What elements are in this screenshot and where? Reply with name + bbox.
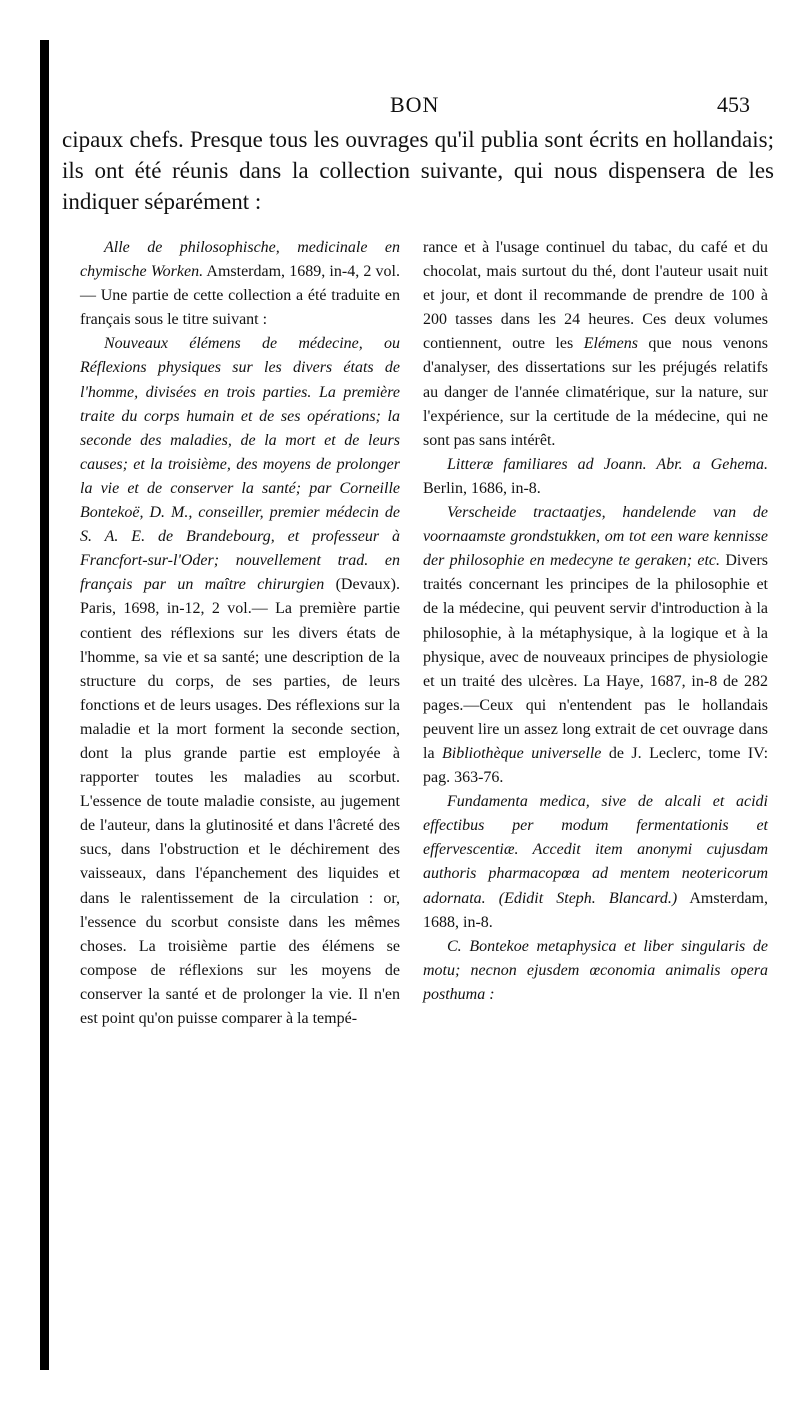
entry-text: de J. Leclerc, tome IV: pag. 363-76. [423,744,769,787]
bibliography-entry [423,790,768,935]
entry-text: rance et à l'usage continuel du tabac, du café et du chocolat, mais surtout du thé, dont l'auteur usait nuit et jour, et dont il recommande de prendre de 100 à 200 tasses dans les 24 heures. Ces deux volumes contiennent, outre les [423,239,768,353]
entry-title: C. Bontekoe metaphysica et liber singularis de motu; necnon ejusdem œconomia animalis opera posthuma : [423,937,768,1003]
intro-text: cipaux chefs. Presque tous les ouvrages qu'il publia sont écrits en hollandais; ils ont été réunis dans la collection suivante, qui nous dispensera de les indiquer séparément : [62,127,774,214]
bibliography-entry [80,236,400,332]
bibliography-entry [423,935,768,1007]
bibliography-entry [423,501,768,790]
entry-text: Amsterdam, 1689, in-4, 2 vol. — Une partie de cette collection a été traduite en français sous le titre suivant : [80,263,400,329]
running-title: BON [390,92,440,117]
page-number: 453 [717,92,750,117]
right-column [423,236,768,1007]
left-column [80,236,400,1031]
intro-paragraph [62,124,774,217]
entry-title: Nouveaux élémens de médecine, ou Réflexions physiques sur les divers états de l'homme, divisées en trois parties. La première traite du corps humain et de ses opérations; la seconde des maladies, de la mort et de leurs causes; et la troisième, des moyens de prolonger la vie et de conserver la santé; par Corneille Bontekoë, D. M., conseiller, premier médecin de S. A. E. de Brandebourg, et professeur à Francfort-sur-l'Oder; nouvellement trad. en français par un maître chirurgien [80,335,400,594]
entry-title: Elémens [583,335,638,353]
bibliography-entry [80,332,400,1031]
entry-title: Alle de philosophische, medicinale en chymische Worken. [80,239,400,281]
entry-title: Litteræ familiares ad Joann. Abr. a Gehema. [447,455,768,473]
entry-text: que nous venons d'analyser, des dissertations sur les préjugés relatifs au danger de l'année climatérique, sur la nature, sur l'expérience, sur la certitude de la médecine, qui ne sont pas sans intérêt. [423,335,769,449]
entry-text: Divers traités concernant les principes de la philosophie et de la médecine, qui peuvent servir d'introduction à la philosophie, à la métaphysique, à la logique et à la physique, avec de nouveaux principes de physiologie et un traité des ulcères. La Haye, 1687, in-8 de 282 pages.—Ceux qui n'entendent pas le hollandais peuvent lire un assez long extrait de cet ouvrage dans la [423,552,769,762]
bibliography-entry [423,453,768,501]
page-edge-binding [40,40,49,1370]
entry-text: Berlin, 1686, in-8. [423,479,541,497]
entry-title: Fundamenta medica, sive de alcali et acidi effectibus per modum fermentationis et effervescentiæ. Accedit item anonymi cujusdam authoris pharmacopœa ad mentem neotericorum adornata. (Edidit Steph. Blancard.) [423,793,768,907]
bibliography-entry [423,236,768,453]
entry-title: Verscheide tractaatjes, handelende van de voornaamste grondstukken, om tot een ware kennisse der philosophie en medecyne te geraken; etc. [423,504,768,570]
entry-text: (Devaux). Paris, 1698, in-12, 2 vol.— La première partie contient des réflexions sur les divers états de l'homme, sa vie et sa santé; une description de la structure du corps, de ses parties, de leurs fonctions et de leurs usages. Des réflexions sur la maladie et la mort forment la seconde section, dont la plus grande partie est employée à rapporter toutes les maladies au scorbut. L'essence de toute maladie consiste, au jugement de l'auteur, dans la glutinosité et dans l'âcreté des sucs, dans l'obstruction et le déchirement des vaisseaux, dans l'épanchement des liquides et dans le ralentissement de la circulation : or, l'essence du scorbut consiste dans les mêmes choses. La troisième partie des élémens se compose de réflexions sur les moyens de conserver la santé et de prolonger la vie. Il n'en est point qu'on puisse comparer à la tempé- [80,576,400,1027]
page-header [60,92,770,122]
entry-text: Amsterdam, 1688, in-8. [423,889,768,931]
entry-title: Bibliothèque universelle [442,744,602,762]
